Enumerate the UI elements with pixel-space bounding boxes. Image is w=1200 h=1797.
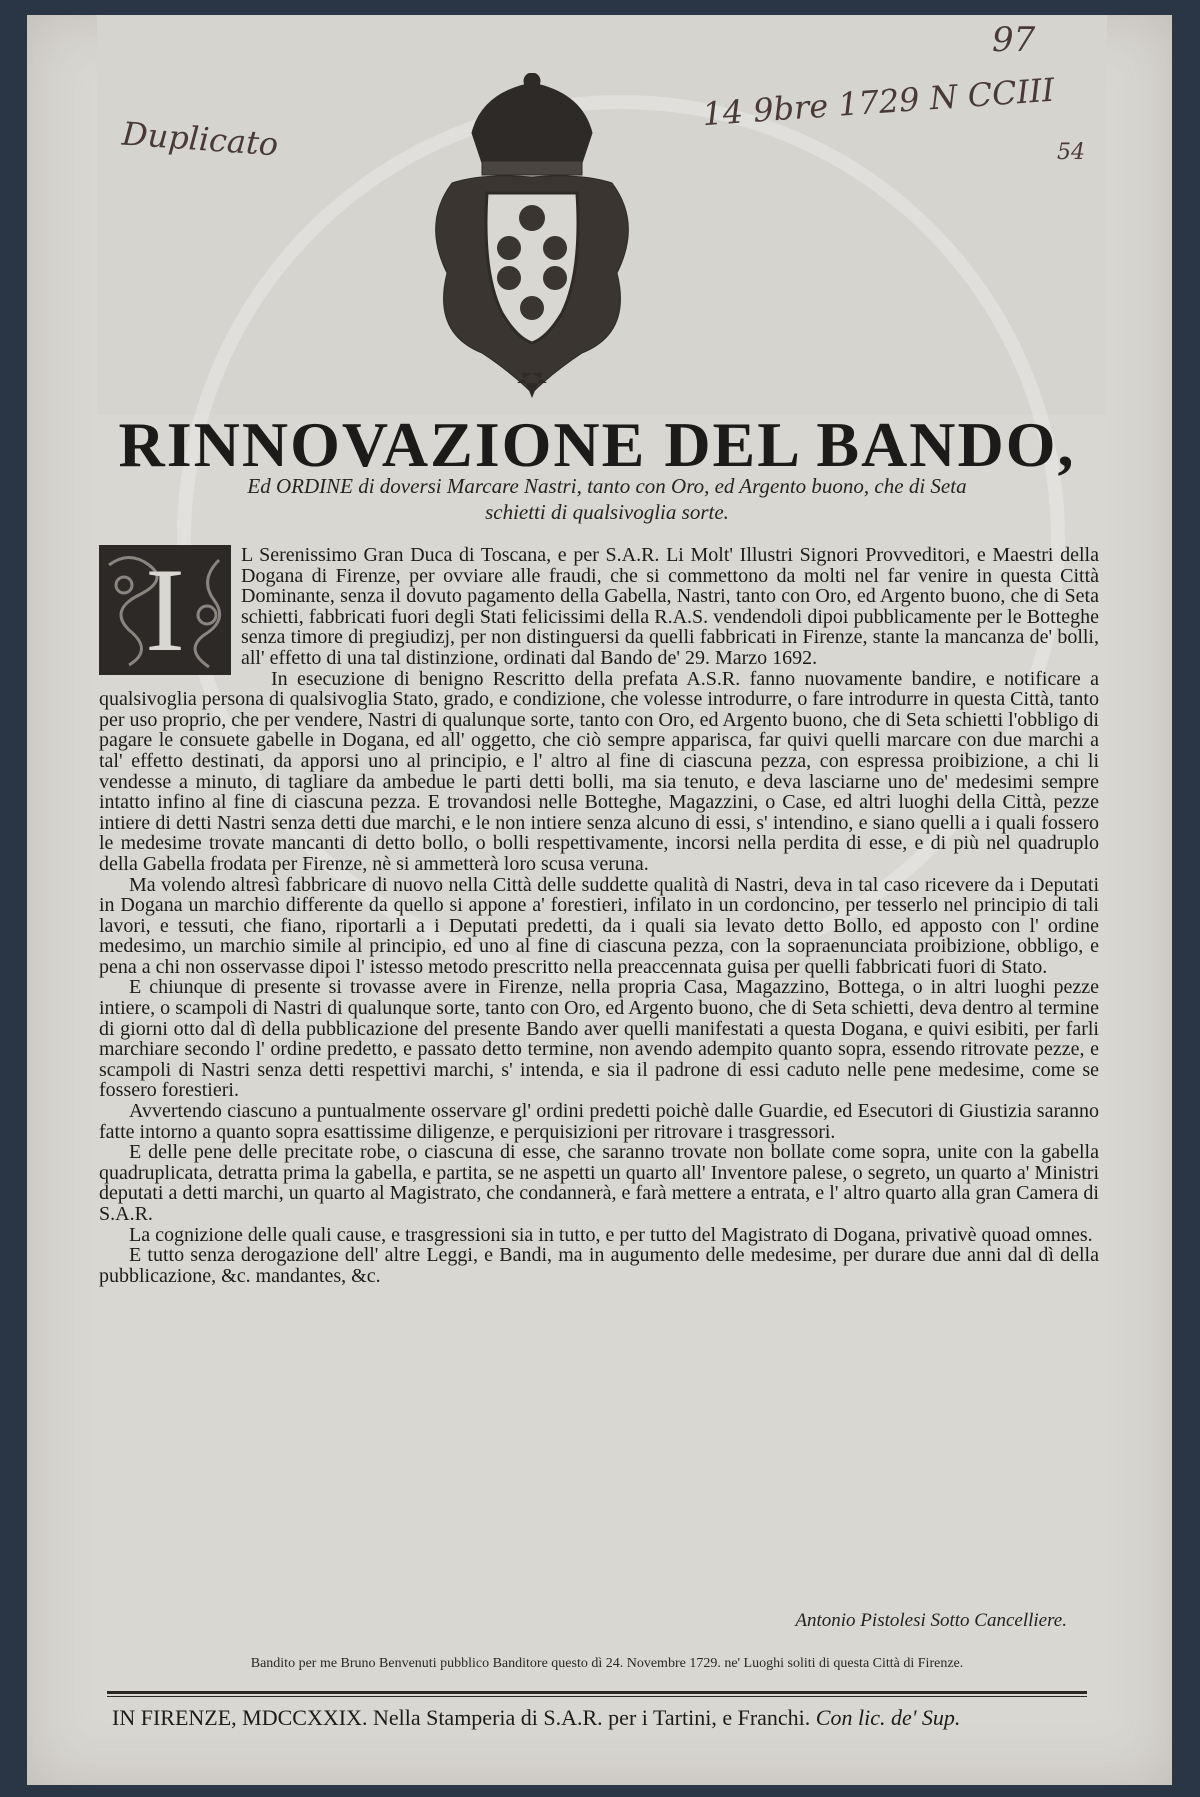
printer-imprint: [112, 1705, 1102, 1731]
manuscript-reference-number: 54: [1057, 140, 1085, 165]
imprint-main: IN FIRENZE, MDCCXXIX. Nella Stamperia di S.A.R. per i Tartini, e Franchi.: [112, 1705, 811, 1730]
paragraph-3: Ma volendo altresì fabbricare di nuovo nella Città delle suddette qualità di Nastri, deva in tal caso ricevere da i Deputati in Dogana un marchio differente da quello si appone a' forestieri, infilato in un cordoncino, per tesserlo nel principio di tali lavori, e tessuti, che fiano, riportarli a i Deputati predetti, da i quali sia levato detto Bollo, ed apposto con l' ordine medesimo, un marchio simile al principio, ed uno al fine di ciascuna pezza, con la sopraenunciata proibizione, obbligo, e pena a chi non osservasse dipoi l' istesso metodo prescritto nella preaccennata guisa per quelli fabbricati fuori di Stato.: [99, 873, 1099, 978]
signature-line: Antonio Pistolesi Sotto Cancelliere.: [795, 1610, 1067, 1631]
manuscript-date-note: 14 9bre 1729 N CCIII: [701, 70, 1056, 134]
paragraph-6: E delle pene delle precitate robe, o ciascuna di esse, che saranno trovate non bollate come sopra, unite con la gabella quadruplicata, detratta prima la gabella, e partita, se ne aspetti un quarto all' Inventore palese, o segreto, un quarto a' Ministri deputati a detti marchi, un quarto al Magistrato, che condannerà, e farà mettere a entrata, e l' altro quarto alla gran Camera di S.A.R.: [99, 1141, 1099, 1225]
initial-letter: I: [145, 543, 185, 676]
paragraph-1: L Serenissimo Gran Duca di Toscana, e per S.A.R. Li Molt' Illustri Signori Provveditori, e Maestri della Dogana di Firenze, per ovviare alle fraudi, che si commettono da molti nel far venire in questa Città Dominante, senza il dovuto pagamento della Gabella, Nastri, tanto con Oro, ed Argento buono, che di Seta schietti, fabbricati fuori degli Stati felicissimi della R.A.S. vendendoli dipoi pubblicamente per le Botteghe senza timore di pregiudizj, per non distinguersi da quelli fabbricati in Firenze, stante la mancanza de' bolli, all' effetto di una tal distinzione, ordinati dal Bando de' 29. Marzo 1692.: [241, 544, 1099, 669]
paragraph-8: E tutto senza derogazione dell' altre Leggi, e Bandi, ma in augumento delle medesime, per durare due anni dal dì della pubblicazione, &c. mandantes, &c.: [99, 1244, 1099, 1287]
paragraph-4: E chiunque di presente si trovasse avere in Firenze, nella propria Casa, Magazzino, Bottega, o in altri luoghi pezze intiere, o scampoli di Nastri di qualunque sorte, tanto con Oro, ed Argento buono, che di Seta schietti, deva dentro al termine di giorni otto dal dì della pubblicazione del presente Bando aver quelli manifestati a questa Dogana, e quivi esibiti, per farli marchiare secondo l' ordine predetto, e passato detto termine, non avendo adempito quanto sopra, essendo ritrovate pezze, e scampoli di Nastri senza detti respettivi marchi, s' intenda, e sia il padrone di essi caduto nelle pene medesime, come se fossero forestieri.: [99, 976, 1099, 1102]
document-title: RINNOVAZIONE DEL BANDO,: [118, 409, 1076, 480]
initial-spacer: [99, 545, 241, 679]
manuscript-page-number: 97: [992, 20, 1036, 60]
subtitle-line-1: Ed ORDINE di doversi Marcare Nastri, tanto con Oro, ed Argento buono, che di Seta: [247, 474, 967, 498]
decree-body: [99, 545, 1099, 1286]
paragraph-2: In esecuzione di benigno Rescritto della prefata A.S.R. fanno nuovamente bandire, e notificare a qualsivoglia persona di qualsivoglia Stato, grado, e condizione, che volesse introdurre, o fare introdurre in questa Città, tanto per uso proprio, che per vendere, Nastri di qualunque sorte, tanto con Oro, ed Argento buono, che di Seta schietti l'obbligo di pagare le consuete gabelle in Dogana, ed all' oggetto, che ciò sempre apparisca, far quivi quelli marcare con due marchi a tal' effetto destinati, da apporsi uno al principio, e l' altro al fine di ciascuna pezza, con espressa proibizione, a chi li vendesse a minuto, di tagliare da ambedue le parti detti bolli, ma sia tenuto, e deva lasciarne uno de' medesimi sempre intatto infino al fine di ciascuna pezza. E trovandosi nelle Botteghe, Magazzini, o Case, ed altri luoghi della Città, pezze intiere di detti Nastri senza detti due marchi, e le non intiere senza alcuno di essi, s' intendino, e siano quelli a i quali fossero le medesime trovate mancanti di detto bollo, o bolli respettivamente, incorsi nella perdita di esse, e di più nel quadruplo della Gabella frodata per Firenze, nè si ammetterà loro scusa veruna.: [99, 667, 1099, 875]
proclamation-note: Bandito per me Bruno Benvenuti pubblico Banditore questo dì 24. Novembre 1729. ne' Luoghi soliti di questa Città di Firenze.: [250, 1656, 964, 1671]
paragraph-5: Avvertendo ciascuno a puntualmente osservare gl' ordini predetti poichè dalle Guardie, ed Esecutori di Giustizia saranno fatte intorno a quanto sopra esattissime diligenze, e perquisizioni per ritrovare i trasgressori.: [99, 1100, 1099, 1143]
divider-thick: [107, 1691, 1087, 1694]
document-sheet: [27, 15, 1172, 1785]
document-subtitle: [117, 473, 1097, 525]
medici-crest-icon: [412, 73, 652, 403]
paragraph-7: La cognizione delle quali cause, e trasgressioni sia in tutto, e per tutto del Magistrato di Dogana, privativè quoad omnes.: [129, 1223, 1093, 1246]
divider-thin: [107, 1696, 1087, 1697]
subtitle-line-2: schietti di qualsivoglia sorte.: [485, 500, 729, 524]
manuscript-duplicato-note: Duplicato: [120, 114, 280, 164]
imprint-license: Con lic. de' Sup.: [815, 1705, 961, 1730]
